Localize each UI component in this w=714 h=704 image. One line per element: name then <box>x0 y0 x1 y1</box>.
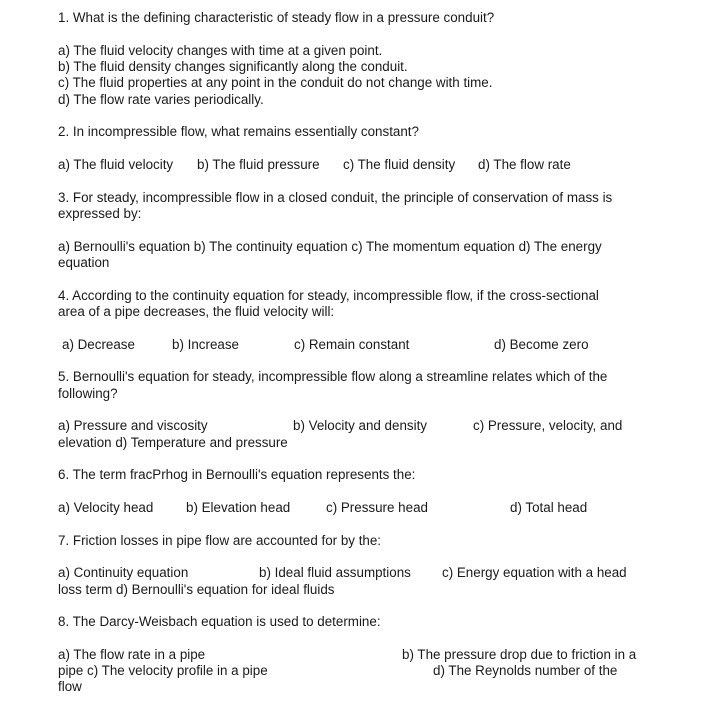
q7-option-a: a) Continuity equation <box>58 565 189 580</box>
q8-options-line2-right: d) The Reynolds number of the <box>433 663 618 678</box>
q1-option-c: c) The fluid properties at any point in the conduit do not change with time. <box>58 75 493 90</box>
q5-option-c: c) Pressure, velocity, and <box>473 418 623 433</box>
q8-option-a: a) The flow rate in a pipe <box>58 647 206 662</box>
q2-option-c: c) The fluid density <box>343 157 456 172</box>
q5-option-b: b) Velocity and density <box>293 418 427 433</box>
q7-option-b: b) Ideal fluid assumptions <box>259 565 411 580</box>
q2-option-a: a) The fluid velocity <box>58 157 174 172</box>
q5-question-line1: 5. Bernoulli's equation for steady, incompressible flow along a streamline relates which of the <box>58 369 608 384</box>
q4-option-b: b) Increase <box>172 337 239 352</box>
q3-question-line1: 3. For steady, incompressible flow in a closed conduit, the principle of conservation of mass is <box>58 190 613 205</box>
q6-option-a: a) Velocity head <box>58 500 154 515</box>
q2-option-b: b) The fluid pressure <box>197 157 320 172</box>
q3-options-line2: equation <box>58 255 110 270</box>
q6-option-b: b) Elevation head <box>186 500 291 515</box>
q5-option-a: a) Pressure and viscosity <box>58 418 208 433</box>
q5-question-line2: following? <box>58 386 118 401</box>
q5-options-line2: elevation d) Temperature and pressure <box>58 435 288 450</box>
q7-options-line2: loss term d) Bernoulli's equation for ideal fluids <box>58 582 335 597</box>
q3-options-line1: a) Bernoulli's equation b) The continuity equation c) The momentum equation d) The energy <box>58 239 602 254</box>
q1-question: 1. What is the defining characteristic of steady flow in a pressure conduit? <box>58 10 495 25</box>
q4-option-d: d) Become zero <box>494 337 589 352</box>
q2-question: 2. In incompressible flow, what remains essentially constant? <box>58 124 419 139</box>
q1-option-b: b) The fluid density changes significantly along the conduit. <box>58 59 408 74</box>
q2-option-d: d) The flow rate <box>478 157 571 172</box>
q4-question-line2: area of a pipe decreases, the fluid velocity will: <box>58 304 335 319</box>
q8-option-b: b) The pressure drop due to friction in a <box>402 647 637 662</box>
q7-option-c: c) Energy equation with a head <box>442 565 627 580</box>
q8-options-line3: flow <box>58 679 82 694</box>
q4-question-line1: 4. According to the continuity equation for steady, incompressible flow, if the cross-sectional <box>58 288 599 303</box>
q6-question: 6. The term fracPrhog in Bernoulli's equation represents the: <box>58 467 416 482</box>
q1-option-a: a) The fluid velocity changes with time at a given point. <box>58 43 383 58</box>
q3-question-line2: expressed by: <box>58 206 142 221</box>
q8-options-line2-left: pipe c) The velocity profile in a pipe <box>58 663 268 678</box>
q6-option-d: d) Total head <box>510 500 588 515</box>
q8-question: 8. The Darcy-Weisbach equation is used to determine: <box>58 614 381 629</box>
q4-option-c: c) Remain constant <box>294 337 410 352</box>
q1-option-d: d) The flow rate varies periodically. <box>58 92 264 107</box>
q4-option-a: a) Decrease <box>62 337 135 352</box>
q6-option-c: c) Pressure head <box>326 500 428 515</box>
q7-question: 7. Friction losses in pipe flow are accounted for by the: <box>58 533 382 548</box>
